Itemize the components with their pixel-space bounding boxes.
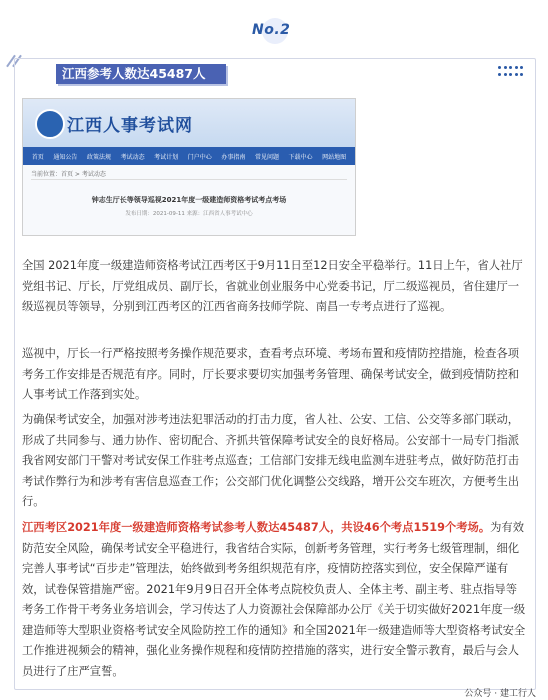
article-meta: 发布日期：2021-09-11 来源：江西省人事考试中心: [125, 211, 253, 217]
nav-item: 网站地图: [322, 153, 347, 161]
badge-label: No.2: [252, 22, 291, 38]
paragraph-4: [22, 518, 528, 682]
site-nav: [23, 147, 355, 165]
divider: [31, 179, 347, 180]
nav-item: 政策法规: [86, 153, 111, 161]
nav-item: 考试计划: [154, 153, 179, 161]
section-title: 江西参考人数达45487人: [56, 64, 226, 84]
paragraph-1: 全国 2021年度一级建造师资格考试江西考区于9月11日至12日安全平稳举行。11日上午，省人社厅党组书记、厅长，厅党组成员、副厅长，省就业创业服务中心党委书记，厅二级巡视员，省住建厅一级巡视员等领导，分别到江西考区的江西省商务技师学院、南昌一专考点进行了巡视。: [22, 259, 523, 313]
dots-decoration: [498, 66, 524, 78]
paragraph-2: 巡视中，厅长一行严格按照考务操作规范要求，查看考点环境、考场布置和疫情防控措施，检查各项考务工作安排是否规范有序。同时，厅长要求要切实加强考务管理、确保考试安全，做到疫情防控和人事考试工作落到实处。: [22, 347, 520, 401]
nav-item: 门户中心: [187, 153, 212, 161]
section-number-badge: [244, 18, 304, 44]
breadcrumb: 当前位置：首页 > 考试动态: [31, 171, 106, 178]
site-logo: [35, 109, 65, 139]
footer-watermark: 公众号 · 建工行人: [464, 689, 536, 699]
paragraph-3: 为确保考试安全，加强对涉考违法犯罪活动的打击力度，省人社、公安、工信、公交等多部门联动，形成了共同参与、通力协作、密切配合、齐抓共管保障考试安全的良好格局。公安部十一局专门指派我省网安部门干警对考试安保工作驻考点巡查；工信部门安排无线电监测车进驻考点，做好防范打击考试作弊行为和涉考有害信息巡查工作；公交部门优化调整公交线路，增开公交车班次，方便考生出行。: [22, 413, 520, 508]
site-title: 江西人事考试网: [67, 116, 193, 136]
highlight-text: 江西考区2021年度一级建造师资格考试参考人数达45487人，共设46个考点1519个考场。: [22, 521, 491, 534]
nav-item: 下载中心: [288, 153, 313, 161]
nav-item: 首页: [31, 153, 44, 161]
nav-item: 考试动态: [120, 153, 145, 161]
nav-item: 常见问题: [254, 153, 279, 161]
nav-item: 办事指南: [221, 153, 246, 161]
article-headline: 钟志生厅长等领导巡视2021年度一级建造师资格考试考点考场: [91, 196, 287, 204]
nav-item: 通知公告: [53, 153, 78, 161]
embedded-screenshot: [22, 98, 356, 236]
paragraph-4-body: 为有效防范安全风险，确保考试安全平稳进行，我省结合实际，创新考务管理，实行考务七级管理制，细化完善人事考试“百步走”管理法，始终做到考务组织规范有序，疫情防控落实到位，安全保障严谨有效，试卷保管措施严密。2021年9月9日召开全体考点院校负责人、全体主考、副主考、驻点指导等考务工作骨干考务业务培训会，学习传达了人力资源社会保障部办公厅《关于切实做好2021年度一级建造师等大型职业资格考试安全风险防控工作的通知》和全国2021年一级建造师等大型资格考试安全工作推进视频会的精神，强化业务操作规程和疫情防控措施的落实，进行安全警示教育，最后与会人员进行了庄严宣誓。: [22, 521, 526, 678]
